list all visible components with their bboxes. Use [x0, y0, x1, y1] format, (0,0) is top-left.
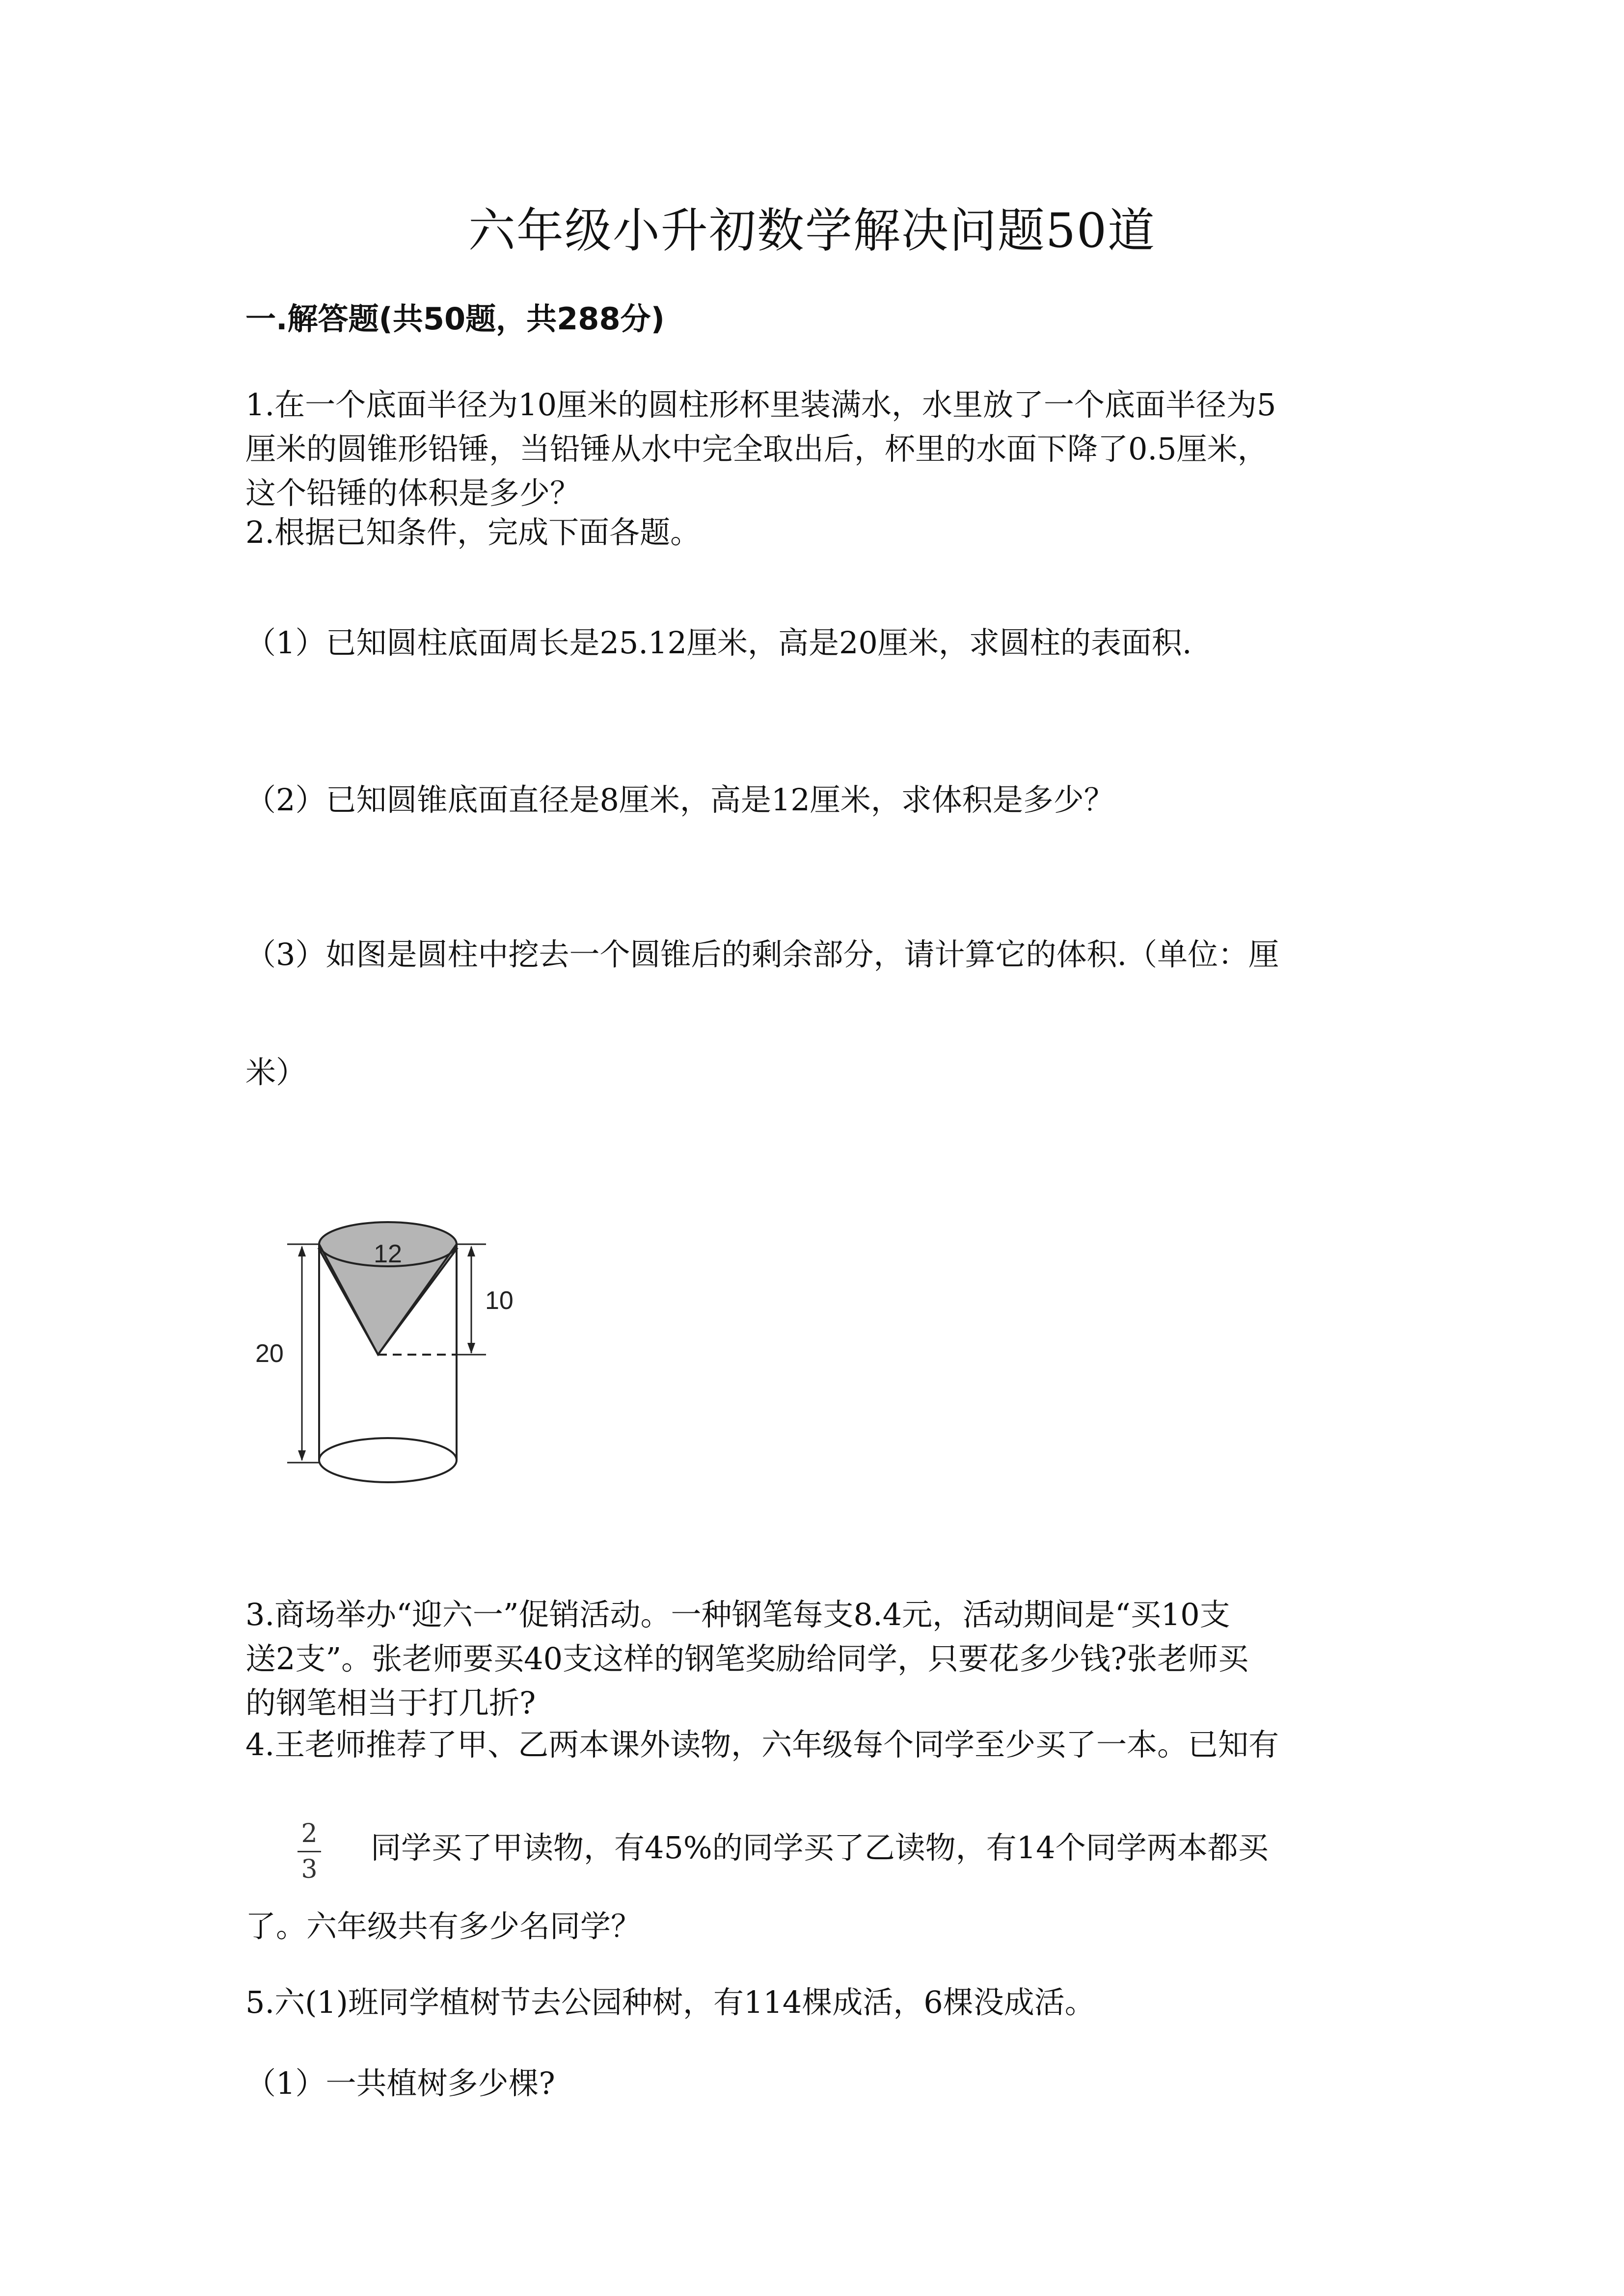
fraction-two-thirds — [295, 1818, 324, 1885]
question-5-sub-1: （1）一共植树多少棵? — [245, 2065, 555, 2101]
question-2-sub-2: （2）已知圆锥底面直径是8厘米，高是12厘米，求体积是多少？ — [245, 782, 1114, 818]
fraction-denominator: 3 — [301, 1855, 318, 1884]
question-2-sub-3-line-1: （3）如图是圆柱中挖去一个圆锥后的剩余部分，请计算它的体积.（单位：厘 — [245, 936, 1279, 972]
question-3-line-1: 3.商场举办“迎六一”促销活动。一种钢笔每支8.4元，活动期间是“买10支 — [245, 1597, 1230, 1632]
question-5-intro: 5.六(1)班同学植树节去公园种树，有114棵成活，6棵没成活。 — [245, 1984, 1095, 2020]
diameter-label: 12 — [374, 1240, 402, 1268]
question-3-line-2: 送2支”。张老师要买40支这样的钢笔奖励给同学，只要花多少钱?张老师买 — [245, 1641, 1249, 1677]
cone-height-label: 10 — [485, 1286, 514, 1315]
fraction-numerator: 2 — [301, 1819, 318, 1848]
question-3 — [245, 1593, 1248, 1725]
question-1-line-1: 1.在一个底面半径为10厘米的圆柱形杯里装满水，水里放了一个底面半径为5 — [245, 387, 1276, 423]
cylinder-cone-figure — [241, 1207, 545, 1492]
question-2-sub-3-line-2: 米） — [245, 1054, 307, 1090]
question-4-line-3: 了。六年级共有多少名同学？ — [245, 1908, 642, 1944]
question-1 — [245, 383, 1276, 515]
question-1-line-2: 厘米的圆锥形铅锤，当铅锤从水中完全取出后，杯里的水面下降了0.5厘米， — [245, 431, 1268, 467]
cylinder-height-label: 20 — [255, 1339, 284, 1368]
question-2-sub-1: （1）已知圆柱底面周长是25.12厘米，高是20厘米，求圆柱的表面积. — [245, 625, 1192, 661]
document-title: 六年级小升初数学解决问题50道 — [468, 203, 1156, 258]
fraction-bar — [298, 1851, 321, 1852]
section-heading: 一.解答题(共50题，共288分) — [245, 301, 665, 337]
question-4-line-2: 同学买了甲读物，有45%的同学买了乙读物，有14个同学两本都买 — [371, 1830, 1269, 1866]
question-4-line-1: 4.王老师推荐了甲、乙两本课外读物，六年级每个同学至少买了一本。已知有 — [245, 1727, 1279, 1762]
question-3-line-3: 的钢笔相当于打几折? — [245, 1685, 536, 1721]
question-1-line-3: 这个铅锤的体积是多少？ — [245, 475, 581, 511]
question-2-intro: 2.根据已知条件，完成下面各题。 — [245, 514, 701, 550]
cylinder-bottom-ellipse — [319, 1438, 457, 1482]
